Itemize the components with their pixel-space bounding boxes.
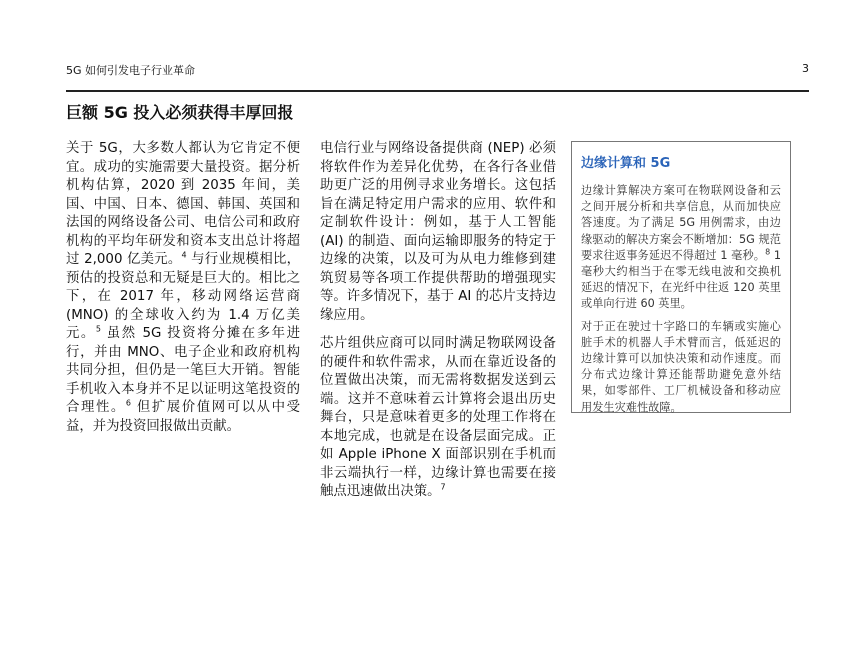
header-rule [66, 90, 809, 92]
sidebar-title: 边缘计算和 5G [581, 156, 671, 171]
column-2 [320, 140, 556, 512]
sidebar-paragraph: 边缘计算解决方案可在物联网设备和云之间开展分析和共享信息，从而加快应答速度。为了满足 5G 用例需求，由边缘驱动的解决方案会不断增加：5G 规范要求往返事务延迟不得超过 1 毫秒。$^8$ 1 毫秒大约相当于在零无线电波和交换机延迟的情况下，在光纤中往返 120 英里或单向行进 60 英里。 [581, 184, 781, 311]
paragraph: 电信行业与网络设备提供商 (NEP) 必须将软件作为差异化优势，在各行各业借助更广泛的用例寻求业务增长。这包括旨在满足特定用户需求的应用、软件和定制软件设计：例如，基于人工智能 (AI) 的制造、面向运输即服务的特定于边缘的决策，以及可为从电力维修到建筑贸易等各项工作提供帮助的增强现实等。许多情况下，基于 AI 的芯片支持边缘应用。 [320, 141, 556, 323]
section-title: 巨额 5G 投入必须获得丰厚回报 [66, 103, 294, 122]
sidebar-box [571, 141, 791, 413]
running-header: 5G 如何引发电子行业革命 [66, 64, 196, 77]
footnote-ref[interactable]: 8 [765, 247, 771, 257]
footnote-ref[interactable]: 4 [181, 250, 187, 260]
paragraph: 芯片组供应商可以同时满足物联网设备的硬件和软件需求，从而在靠近设备的位置做出决策，而无需将数据发送到云端。这并不意味着云计算将会退出历史舞台，只是意味着更多的处理工作将在本地完成，也就是在设备层面完成。正如 Apple iPhone X 面部识别在手机而非云端执行一样，边缘计算也需要在接触点迅速做出决策。$^7$ [320, 336, 556, 499]
footnote-ref[interactable]: 7 [440, 482, 446, 492]
paragraph: 关于 5G，大多数人都认为它肯定不便宜。成功的实施需要大量投资。据分析机构估算，2020 到 2035 年间，美国、中国、日本、德国、韩国、英国和法国的网络设备公司、电信公司和政府机构的平均年研发和资本支出总计将超过 2,000 亿美元。$^4$ 与行业规模相比，预估的投资总和无疑是巨大的。相比之下，在 2017 年，移动网络运营商 (MNO) 的全球收入约为 1.4 万亿美元。$^5$ 虽然 5G 投资将分摊在多年进行，并由 MNO、电子企业和政府机构共同分担，但仍是一笔巨大开销。智能手机收入本身并不足以证明这笔投资的合理性。$^6$ 但扩展价值网可以从中受益，并为投资回报做出贡献。 [66, 141, 300, 434]
column-1 [66, 140, 300, 446]
footnote-ref[interactable]: 5 [95, 324, 101, 334]
footnote-ref[interactable]: 6 [125, 398, 131, 408]
sidebar-paragraph: 对于正在驶过十字路口的车辆或实施心脏手术的机器人手术臂而言，低延迟的边缘计算可以加快决策和动作速度。而分布式边缘计算还能帮助避免意外结果，如零部件、工厂机械设备和移动应用发生灾难性故障。 [581, 319, 781, 414]
page-number: 3 [802, 62, 809, 75]
